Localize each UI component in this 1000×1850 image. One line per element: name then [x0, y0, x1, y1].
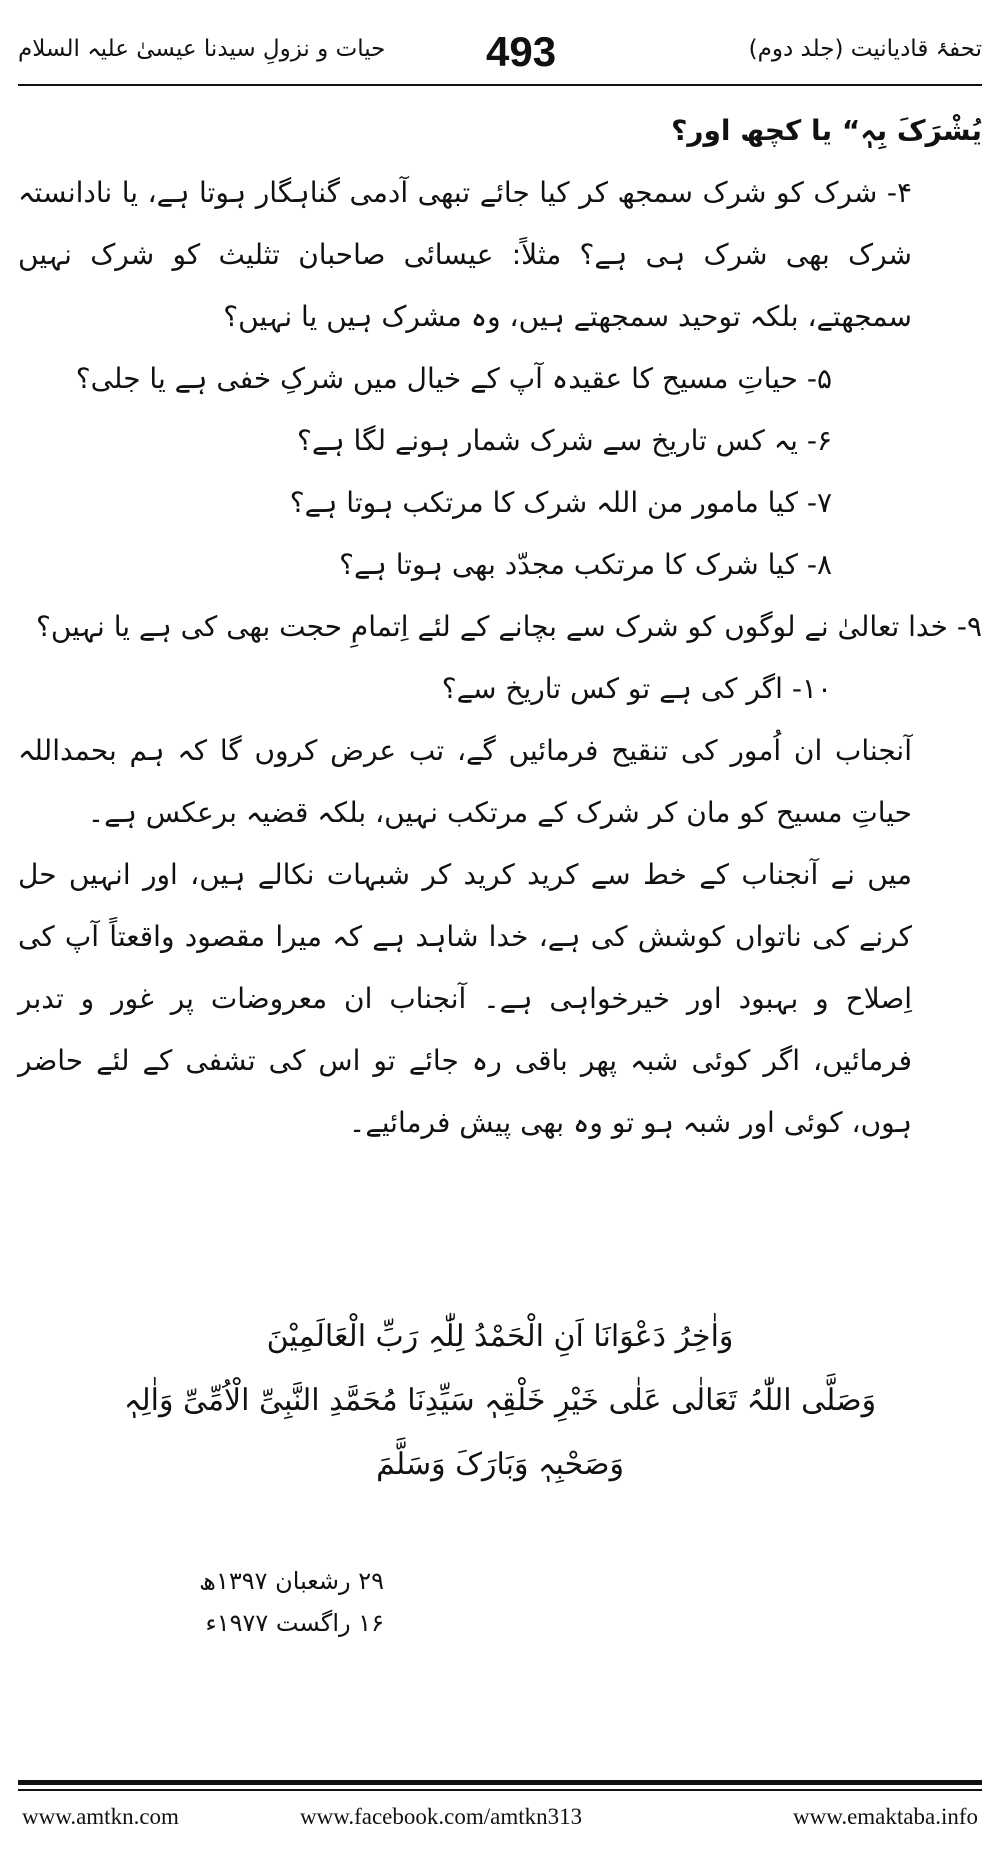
page-body — [18, 100, 982, 1154]
header-divider — [18, 84, 982, 86]
footer-link-facebook[interactable]: www.facebook.com/amtkn313 — [300, 1804, 583, 1829]
continued-heading: یُشْرَکَ بِہٖ“ یا کچھ اور؟ — [671, 114, 982, 147]
footer-link-amtkn[interactable]: www.amtkn.com — [22, 1804, 179, 1829]
closing-prayer — [18, 1305, 982, 1497]
question-6: ۶- یہ کس تاریخ سے شرک شمار ہونے لگا ہے؟ — [296, 424, 832, 457]
page-footer — [18, 1800, 982, 1834]
question-8: ۸- کیا شرک کا مرتکب مجدّد بھی ہوتا ہے؟ — [339, 548, 832, 581]
question-7: ۷- کیا مامور من اللہ شرک کا مرتکب ہوتا ہے؟ — [289, 486, 832, 519]
page-header — [18, 28, 982, 80]
closing-line-1: وَاٰخِرُ دَعْوَانَا اَنِ الْحَمْدُ لِلّٰہِ رَبِّ الْعَالَمِیْنَ — [266, 1319, 734, 1354]
hijri-date: ۲۹ رشعبان ۱۳۹۷ھ — [199, 1567, 384, 1595]
gregorian-date: ۱۶ راگست ۱۹۷۷ء — [205, 1609, 384, 1637]
footer-divider-thick — [18, 1780, 982, 1785]
paragraph-2: میں نے آنجناب کے خط سے کرید کرید کر شبہات نکالے ہیں، اور انہیں حل کرنے کی ناتواں کوشش کی ہے، خدا شاہد ہے کہ میرا مقصود واقعتاً آپ کی اِصلاح و بہبود اور خیرخواہی ہے۔ آنجناب ان معروضات پر غور و تدبر فرمائیں، اگر کوئی شبہ پھر باقی رہ جائے تو اس کی تشفی کے لئے حاضر ہوں، کوئی اور شبہ ہو تو وہ بھی پیش فرمائیے۔ — [18, 858, 912, 1139]
question-4: ۴- شرک کو شرک سمجھ کر کیا جائے تبھی آدمی گناہگار ہوتا ہے، یا نادانستہ شرک بھی شرک ہی ہے؟ مثلاً: عیسائی صاحبان تثلیث کو شرک نہیں سمجھتے، بلکہ توحید سمجھتے ہیں، وہ مشرک ہیں یا نہیں؟ — [18, 176, 912, 333]
closing-line-3: وَصَحْبِہٖ وَبَارَکَ وَسَلَّمَ — [376, 1447, 624, 1482]
footer-divider-thin — [18, 1789, 982, 1791]
chapter-title: حیات و نزولِ سیدنا عیسیٰ علیہ السلام — [18, 36, 386, 62]
book-title: تحفۂ قادیانیت (جلد دوم) — [748, 36, 982, 62]
paragraph-1: آنجناب ان اُمور کی تنقیح فرمائیں گے، تب عرض کروں گا کہ ہم بحمداللہ حیاتِ مسیح کو مان کر شرک کے مرتکب نہیں، بلکہ قضیہ برعکس ہے۔ — [18, 734, 912, 829]
question-10: ۱۰- اگر کی ہے تو کس تاریخ سے؟ — [441, 672, 832, 705]
question-5: ۵- حیاتِ مسیح کا عقیدہ آپ کے خیال میں شرکِ خفی ہے یا جلی؟ — [75, 362, 832, 395]
letter-dates — [104, 1560, 384, 1644]
question-9: ۹- خدا تعالیٰ نے لوگوں کو شرک سے بچانے کے لئے اِتمامِ حجت بھی کی ہے یا نہیں؟ — [35, 610, 982, 643]
page-number: 493 — [486, 28, 557, 75]
footer-link-emaktaba[interactable]: www.emaktaba.info — [793, 1804, 978, 1829]
closing-line-2: وَصَلَّی اللّٰہُ تَعَالٰی عَلٰی خَیْرِ خَلْقِہٖ سَیِّدِنَا مُحَمَّدِ النَّبِیِّ الْاُمِّیِّ وَاٰلِہٖ — [123, 1383, 877, 1418]
